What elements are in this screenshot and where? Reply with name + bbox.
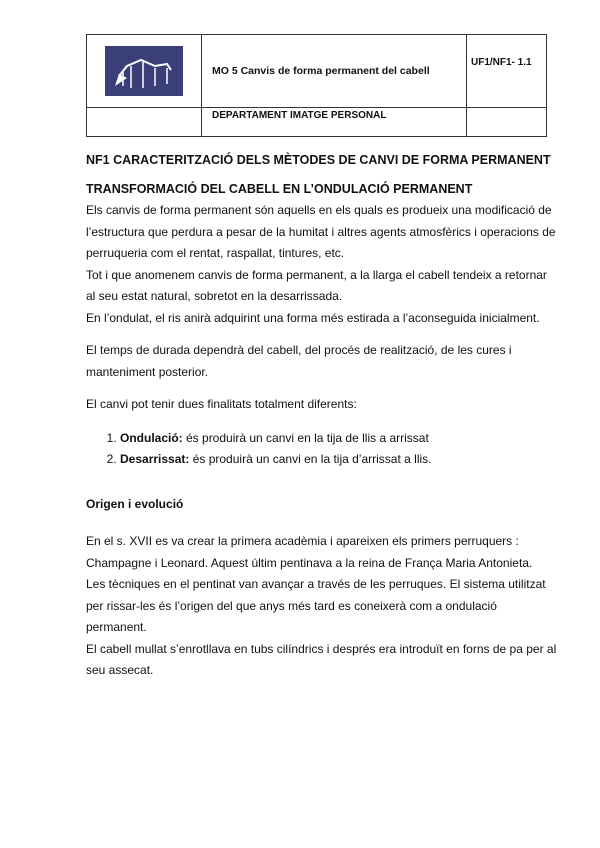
school-logo xyxy=(105,46,183,96)
module-title: MO 5 Canvis de forma permanent del cabell xyxy=(202,35,467,108)
heading-2: TRANSFORMACIÓ DEL CABELL EN L’ONDULACIÓ PERMANENT xyxy=(86,181,473,196)
paragraph: Tot i que anomenem canvis de forma permanent, a la llarga el cabell tendeix a retornar al seu estat natural, sobretot en la desarrissada. xyxy=(86,267,547,303)
heading-1: NF1 CARACTERITZACIÓ DELS MÈTODES DE CANVI DE FORMA PERMANENT xyxy=(86,153,551,167)
paragraph: En el s. XVII es va crear la primera acadèmia i apareixen els primers perruquers : Champagne i Leonard. Aquest últim pentinava a la reina de França Maria Antonieta. xyxy=(86,534,533,570)
empty-cell xyxy=(87,108,202,137)
paragraph: Els canvis de forma permanent són aquells en els quals es produeix una modificació de l’estructura que perdura a pesar de la humitat i altres agents atmosfèrics i operacions de perruqueria com el rentat, raspallat, tintures, etc. xyxy=(86,203,556,260)
section-title: Origen i evolució xyxy=(86,496,184,511)
empty-cell xyxy=(467,108,547,137)
paragraph: El canvi pot tenir dues finalitats totalment diferents: xyxy=(86,397,357,411)
document-body xyxy=(86,150,558,682)
logo-cell xyxy=(87,35,202,108)
list-text: és produirà un canvi en la tija de llis a arrissat xyxy=(182,430,429,445)
purposes-list xyxy=(86,428,558,471)
paragraph: El cabell mullat s’enrotllava en tubs cilíndrics i després era introduït en forns de pa per al seu assecat. xyxy=(86,641,557,677)
list-item xyxy=(120,449,558,471)
document-code: UF1/NF1- 1.1 xyxy=(467,35,547,108)
header-table xyxy=(86,34,547,137)
department-label: DEPARTAMENT IMATGE PERSONAL xyxy=(202,108,467,137)
building-logo-icon xyxy=(105,46,183,96)
list-term: Desarrissat: xyxy=(120,452,190,466)
paragraph: Les tècniques en el pentinat van avançar a través de les perruques. El sistema utilitzat per rissar-les és l’origen del que anys més tard es coneixerà com a ondulació permanent. xyxy=(86,577,546,634)
paragraph: El temps de durada dependrà del cabell, del procés de realització, de les cures i manteniment posterior. xyxy=(86,343,512,379)
paragraph: En l’ondulat, el ris anirà adquirint una forma més estirada a l’aconseguida inicialment. xyxy=(86,310,540,325)
list-term: Ondulació: xyxy=(120,430,183,445)
list-item xyxy=(120,428,558,450)
list-text: és produirà un canvi en la tija d’arrissat a llis. xyxy=(189,452,432,466)
